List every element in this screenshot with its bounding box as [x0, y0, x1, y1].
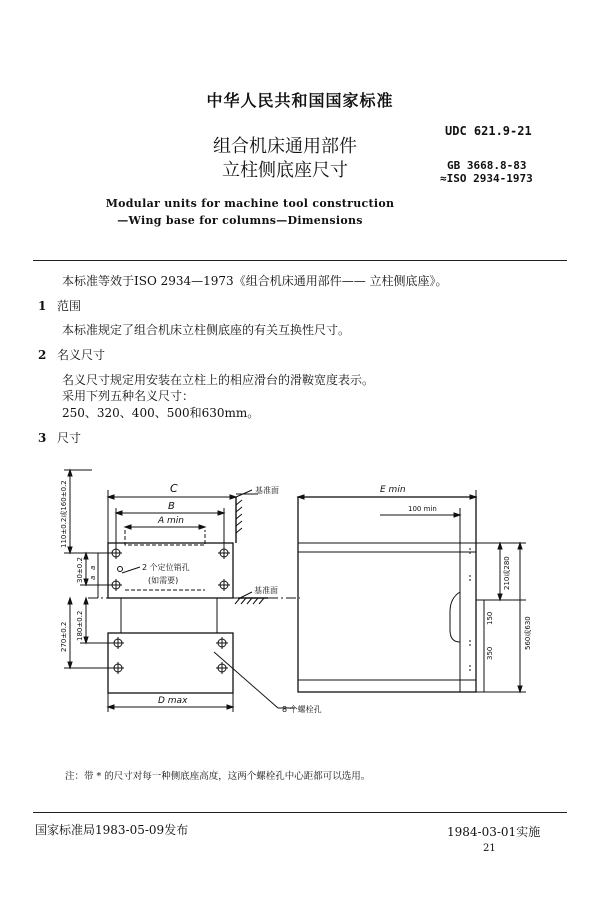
section-1-number: 1 — [38, 299, 47, 313]
label-datum-top: 基准面 — [255, 486, 279, 495]
dim-180: 180±0.2 — [76, 610, 84, 641]
udc-code: UDC 621.9-21 — [445, 124, 532, 138]
page-number: 21 — [483, 843, 496, 854]
effective-date: 1984-03-01实施 — [447, 825, 541, 839]
dim-110: 110±0.2或160±0.2 — [60, 480, 68, 548]
section-1-text: 本标准规定了组合机床立柱侧底座的有关互换性尺寸。 — [62, 323, 351, 337]
lower-plate — [108, 633, 233, 693]
standard-title: 中华人民共和国国家标准 — [206, 91, 394, 110]
label-100-min: 100 min — [408, 505, 437, 513]
dim-350: 350 — [486, 646, 494, 660]
label-c: C — [170, 482, 178, 495]
section-2-text-1: 名义尺寸规定用安装在立柱上的相应滑台的滑鞍宽度表示。 — [62, 373, 375, 387]
label-datum-mid: 基准面 — [254, 586, 278, 595]
section-1-title: 范围 — [57, 299, 82, 313]
gb-code: GB 3668.8-83 — [447, 159, 527, 172]
footer-rule — [33, 812, 567, 813]
section-3-number: 3 — [38, 431, 47, 445]
issued-date: 国家标准局1983-05-09发布 — [35, 823, 189, 837]
title-cn-line2: 立柱侧底座尺寸 — [222, 160, 348, 181]
side-view-outline — [298, 497, 476, 692]
dim-150: 150 — [486, 611, 494, 625]
section-2-number: 2 — [38, 348, 47, 362]
label-pins-note: (如需要) — [148, 576, 179, 585]
title-en-line1: Modular units for machine tool construction — [105, 197, 395, 210]
label-b: B — [168, 501, 175, 512]
intro-paragraph: 本标准等效于ISO 2934—1973《组合机床通用部件—— 立柱侧底座》。 — [62, 274, 448, 288]
label-bolts: 8 个螺栓孔 — [282, 705, 322, 714]
dimension-drawing — [0, 455, 600, 755]
dim-270: 270±0.2 — [60, 621, 68, 652]
drawing-note: 注：带 * 的尺寸对每一种侧底座高度，这两个螺栓孔中心距都可以选用。 — [65, 771, 371, 782]
dim-210: 210或280 — [503, 556, 511, 590]
dim-560: 560或630 — [524, 616, 532, 650]
section-3-title: 尺寸 — [57, 431, 82, 445]
dim-30: 30±0.2 — [76, 557, 84, 583]
section-2-title: 名义尺寸 — [57, 348, 106, 362]
label-e-min: E min — [380, 485, 406, 495]
label-a-min: A min — [158, 516, 184, 526]
section-2-text-3: 250、320、400、500和630mm。 — [62, 406, 260, 420]
title-cn-line1: 组合机床通用部件 — [213, 136, 357, 157]
section-2-text-2: 采用下列五种名义尺寸： — [62, 389, 195, 403]
iso-equivalent: ≈ISO 2934-1973 — [440, 172, 533, 185]
label-d-max: D max — [158, 696, 188, 706]
header-rule — [33, 260, 567, 261]
title-en-line2: —Wing base for columns—Dimensions — [117, 214, 363, 227]
dim-a1: a — [89, 575, 97, 580]
dim-a2: a — [89, 565, 97, 570]
label-pins: 2 个定位销孔 — [142, 563, 190, 572]
